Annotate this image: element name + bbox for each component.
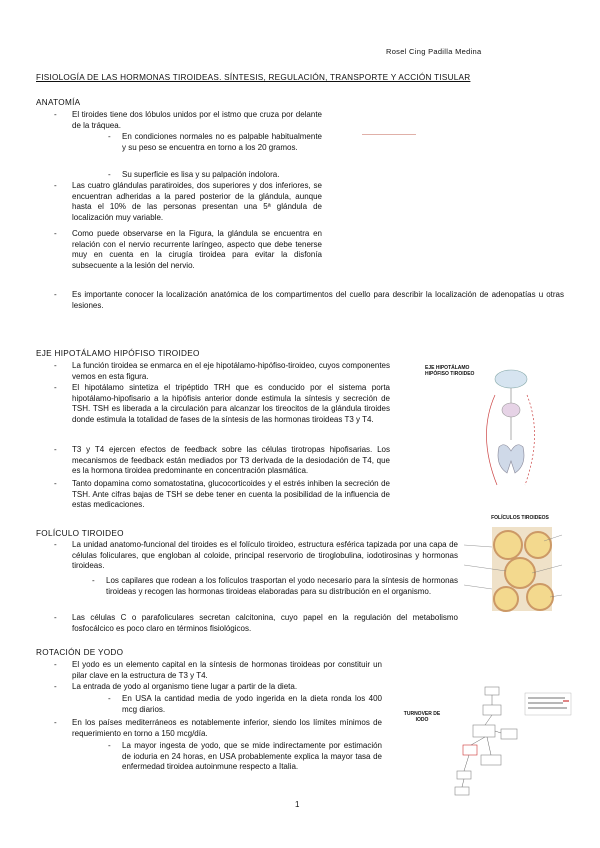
list-item: - Las cuatro glándulas paratiroides, dos superiores y dos inferiores, se encuentran adheridas a la pared posterior de la glándula, aunque hasta el 10% de las personas presentan una 5ª glándula de localización muy variable. [72,181,322,224]
list-item: - La entrada de yodo al organismo tiene lugar a partir de la dieta. [72,682,382,693]
list-item: - La unidad anatomo-funcional del tiroides es el folículo tiroideo, estructura esférica tapizada por una capa de células foliculares, que engloban al coloide, principal reservorio de tiroglobulina, iodotirosinas y hormonas tiroideas. [72,540,458,572]
section-heading-rotacion: ROTACIÓN DE YODO [36,648,124,657]
list-item: - La mayor ingesta de yodo, que se mide indirectamente por estimación de ioduria en 24 horas, en USA probablemente explica la mayor tasa de enfermedad tiroidea autoinmune respecto a Italia. [122,741,382,773]
list-item: - El hipotálamo sintetiza el tripéptido TRH que es conducido por el sistema porta hipotálamo-hipofisario a la hipófisis anterior donde estimula la síntesis y secreción de TSH. TSH es liberada a la circulación para alcanzar los tireocitos de la glándula tiroides donde estimula la totalidad de fases de la síntesis de las hormonas tiroideas T3 y T4. [72,383,390,426]
list-item: - Su superficie es lisa y su palpación indolora. [122,170,322,181]
axis-figure-label: EJE HIPOTÁLAMO HIPÓFISO TIROIDEO [425,365,475,377]
section-heading-anatomia: ANATOMÍA [36,98,81,107]
follicle-figure-label: FOLÍCULOS TIROIDEOS [491,515,549,521]
section-heading-foliculo: FOLÍCULO TIROIDEO [36,529,124,538]
figure-placeholder-line [362,134,416,135]
document-title: FISIOLOGÍA DE LAS HORMONAS TIROIDEAS. SÍNTESIS, REGULACIÓN, TRANSPORTE Y ACCIÓN TISULAR [36,73,471,82]
follicle-diagram-icon [462,515,566,615]
turnover-figure-label: TURNOVER DE IODO [403,711,441,723]
list-item: - Los capilares que rodean a los folículos trasportan el yodo necesario para la síntesis de hormonas tiroideas y recogen las hormonas tiroideas elaboradas para su distribución en el organismo. [106,576,458,597]
author-name: Rosel Cing Padilla Medina [386,47,482,56]
page-number: 1 [295,800,300,809]
list-item: - Las células C o parafoliculares secretan calcitonina, cuyo papel en la regulación del metabolismo fosfocálcico es poco claro en términos fisiológicos. [72,613,458,634]
list-item: - Es importante conocer la localización anatómica de los compartimentos del cuello para describir la localización de adenopatías u otras lesiones. [72,290,564,311]
list-item: - El tiroides tiene dos lóbulos unidos por el istmo que cruza por delante de la tráquea. [72,110,322,131]
list-item: - Tanto dopamina como somatostatina, glucocorticoides y el estrés inhiben la secreción de TSH. Ante cifras bajas de TSH se debe tener en cuenta la posibilidad de la influencia de estas medicaciones. [72,479,390,511]
axis-figure [425,365,545,495]
follicle-figure [462,515,566,615]
list-item: - Como puede observarse en la Figura, la glándula se encuentra en relación con el nervio recurrente laríngeo, aspecto que debe tenerse muy en cuenta en la cirugía tiroidea para evitar la disfonía subsecuente a la lesión del nervio. [72,229,322,272]
section-heading-eje: EJE HIPOTÁLAMO HIPÓFISO TIROIDEO [36,349,200,358]
list-item: - El yodo es un elemento capital en la síntesis de hormonas tiroideas por constituir un pilar clave en la estructura de T3 y T4. [72,660,382,681]
list-item: - En los países mediterráneos es notablemente inferior, siendo los límites mínimos de requerimiento en torno a 150 mcg/día. [72,718,382,739]
list-item: - En condiciones normales no es palpable habitualmente y su peso se encuentra en torno a los 20 gramos. [122,132,322,153]
turnover-diagram-icon [445,685,575,800]
axis-diagram-icon [425,365,545,495]
list-item: - La función tiroidea se enmarca en el eje hipotálamo-hipófiso-tiroideo, cuyos componentes vemos en esta figura. [72,361,390,382]
list-item: - T3 y T4 ejercen efectos de feedback sobre las células tirotropas hipofisarias. Los mecanismos de feedback están mediados por T3 derivada de la desiodación de T4, que es la hormona tiroidea predominante en concentración plasmática. [72,445,390,477]
list-item: - En USA la cantidad media de yodo ingerida en la dieta ronda los 400 mcg diarios. [122,694,382,715]
